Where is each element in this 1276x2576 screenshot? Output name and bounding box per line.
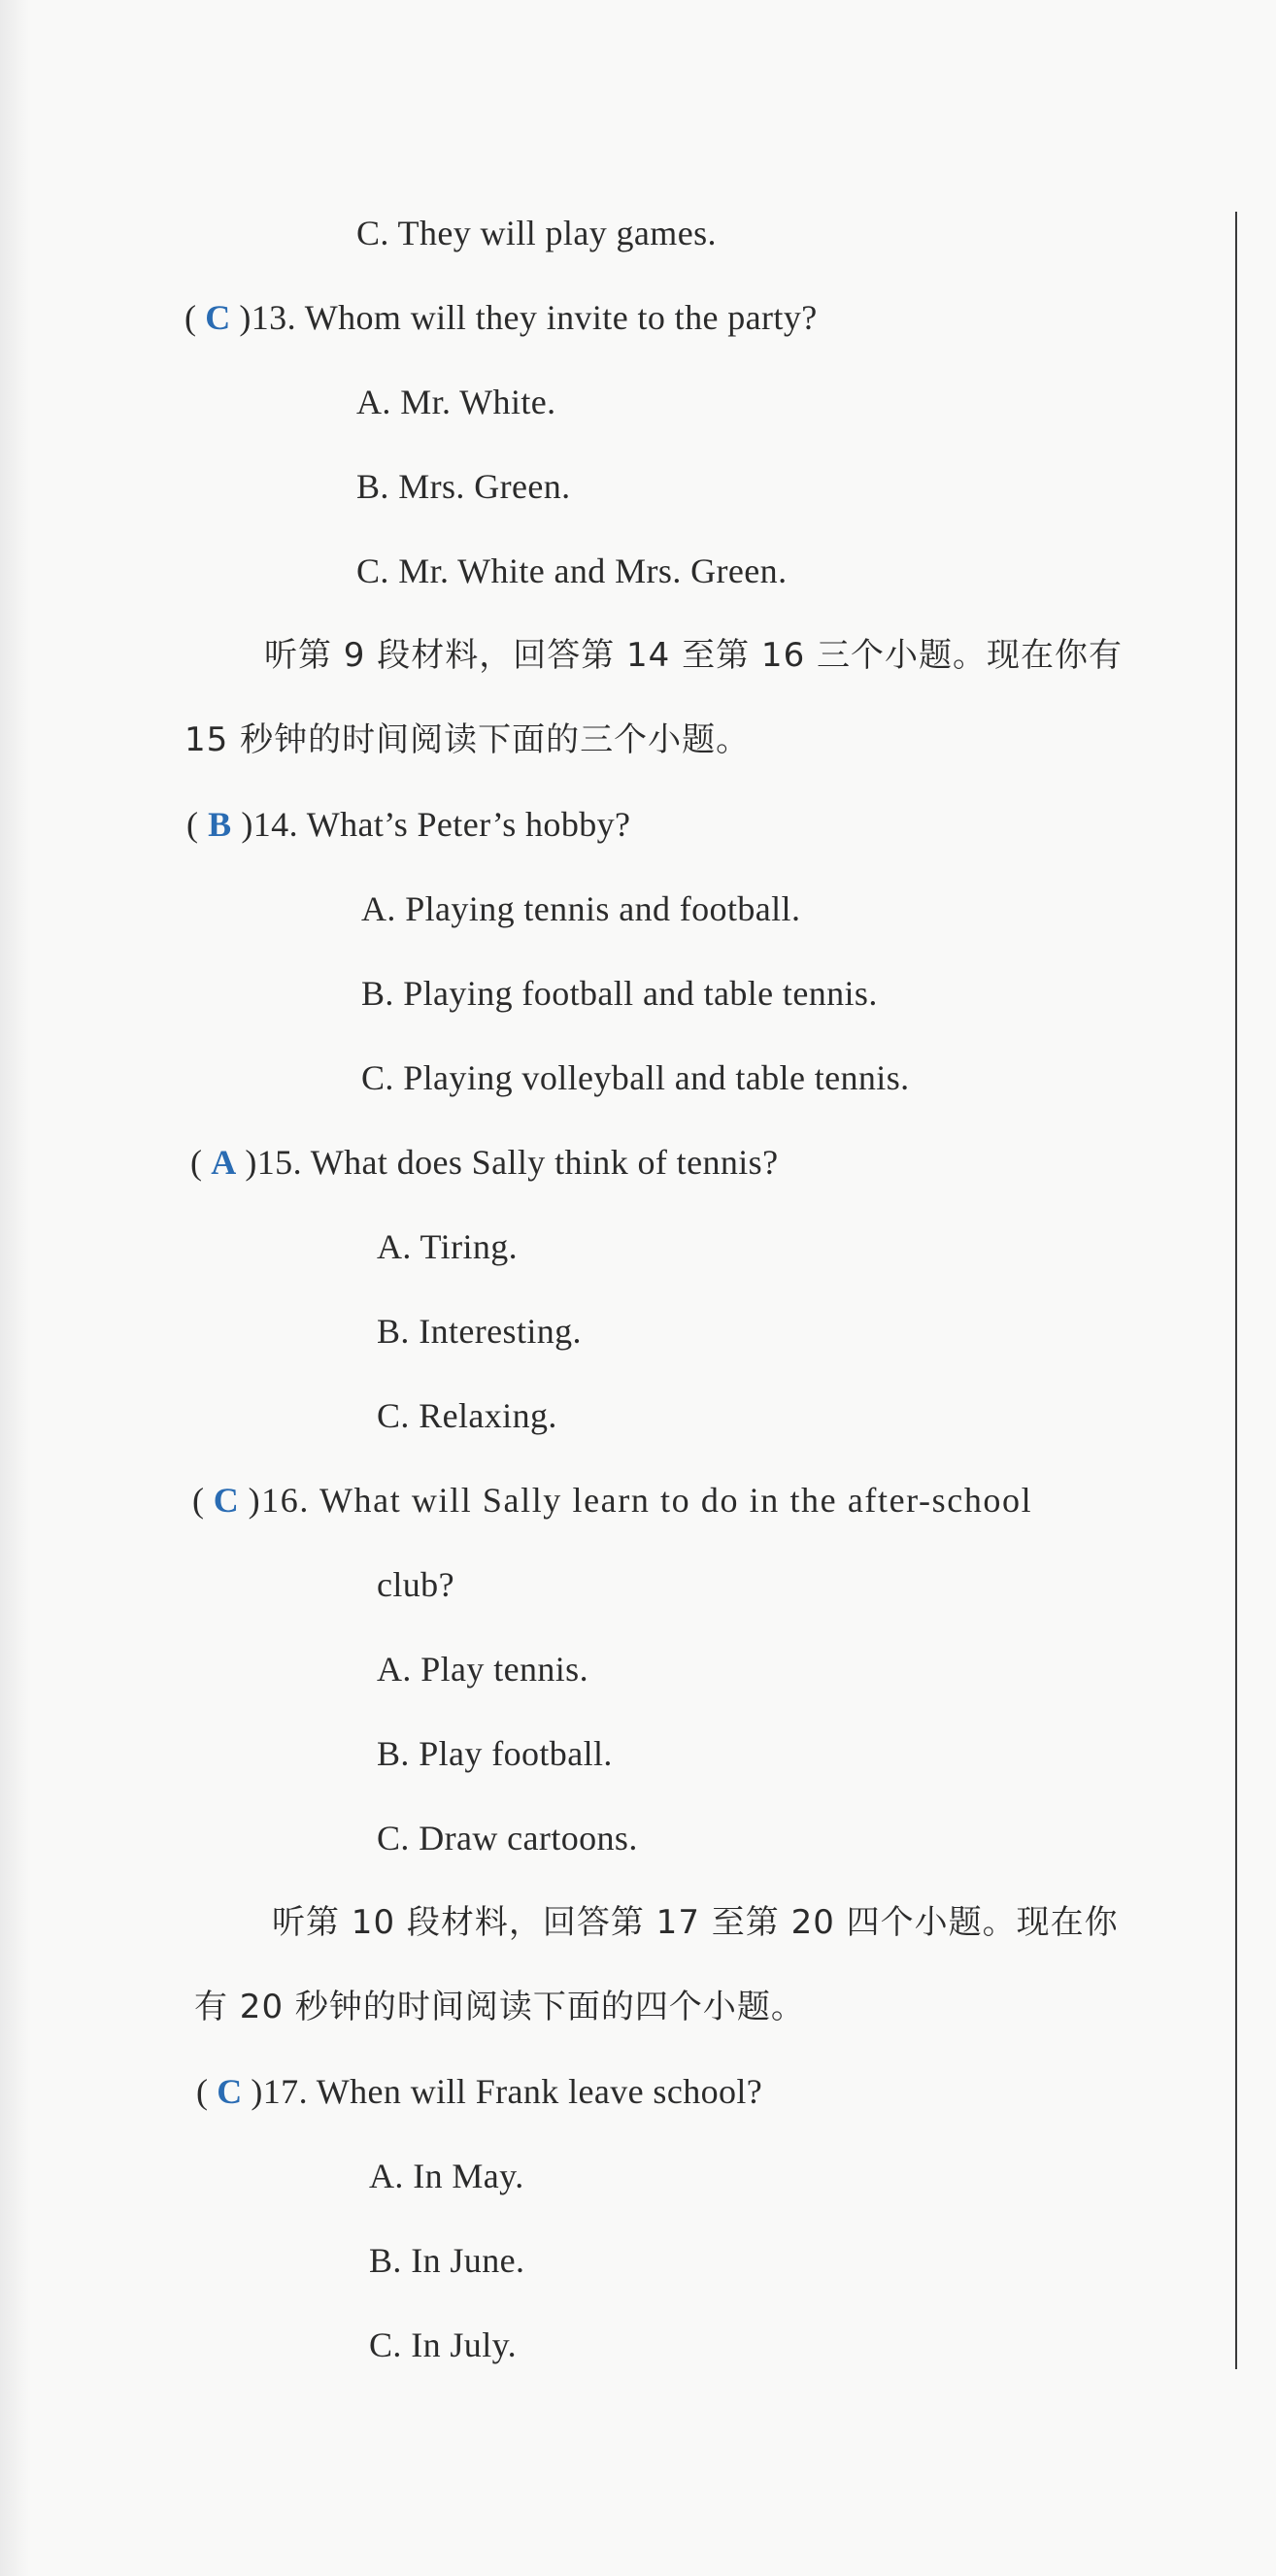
- answer-letter: C: [213, 1481, 241, 1520]
- answer-letter: A: [211, 1143, 237, 1182]
- option-line: C. Relaxing.: [377, 1396, 557, 1435]
- question-number: )16.: [248, 1481, 310, 1520]
- option-line: C. In July.: [369, 2325, 518, 2364]
- instruction-line: 听第 9 段材料，回答第 14 至第 16 三个小题。现在你有: [264, 636, 1124, 675]
- paren-open: (: [185, 298, 197, 337]
- option-line: C. They will play games.: [356, 214, 717, 252]
- question-number: )14.: [241, 805, 298, 844]
- option-line: C. Mr. White and Mrs. Green.: [356, 552, 788, 590]
- page-edge-shadow: [0, 0, 31, 2576]
- question-number: )15.: [245, 1143, 302, 1182]
- question-16: [192, 1477, 1032, 1523]
- paren-open: (: [186, 805, 199, 844]
- option-line: A. Mr. White.: [356, 383, 556, 421]
- option-line: A. Play tennis.: [377, 1650, 588, 1689]
- option-line: B. In June.: [369, 2241, 525, 2280]
- option-line: A. In May.: [369, 2157, 524, 2195]
- question-continuation: club?: [377, 1565, 454, 1604]
- paren-open: (: [192, 1481, 206, 1520]
- option-line: B. Playing football and table tennis.: [361, 974, 878, 1013]
- question-number: )13.: [239, 298, 296, 337]
- question-17: [196, 2068, 762, 2115]
- question-text: What’s Peter’s hobby?: [306, 805, 631, 844]
- question-15: [190, 1139, 778, 1186]
- instruction-line: 听第 10 段材料，回答第 17 至第 20 四个小题。现在你: [272, 1903, 1119, 1942]
- option-line: B. Interesting.: [377, 1312, 582, 1351]
- question-text: When will Frank leave school?: [316, 2072, 763, 2111]
- answer-letter: C: [205, 298, 231, 337]
- question-text: What will Sally learn to do in the after-school: [319, 1481, 1033, 1520]
- question-14: [186, 801, 630, 848]
- paren-open: (: [196, 2072, 209, 2111]
- option-line: A. Playing tennis and football.: [361, 889, 801, 928]
- option-line: C. Draw cartoons.: [377, 1819, 638, 1857]
- answer-letter: B: [208, 805, 232, 844]
- option-line: B. Play football.: [377, 1734, 613, 1773]
- option-line: A. Tiring.: [377, 1227, 519, 1266]
- question-text: What does Sally think of tennis?: [310, 1143, 779, 1182]
- margin-rule: [1235, 212, 1237, 2369]
- question-number: )17.: [251, 2072, 308, 2111]
- option-line: C. Playing volleyball and table tennis.: [361, 1058, 910, 1097]
- answer-letter: C: [217, 2072, 243, 2111]
- paren-open: (: [190, 1143, 203, 1182]
- question-13: [185, 294, 818, 341]
- question-text: Whom will they invite to the party?: [304, 298, 818, 337]
- instruction-line: 有 20 秒钟的时间阅读下面的四个小题。: [194, 1988, 805, 2026]
- instruction-line: 15 秒钟的时间阅读下面的三个小题。: [185, 720, 751, 759]
- option-line: B. Mrs. Green.: [356, 467, 571, 506]
